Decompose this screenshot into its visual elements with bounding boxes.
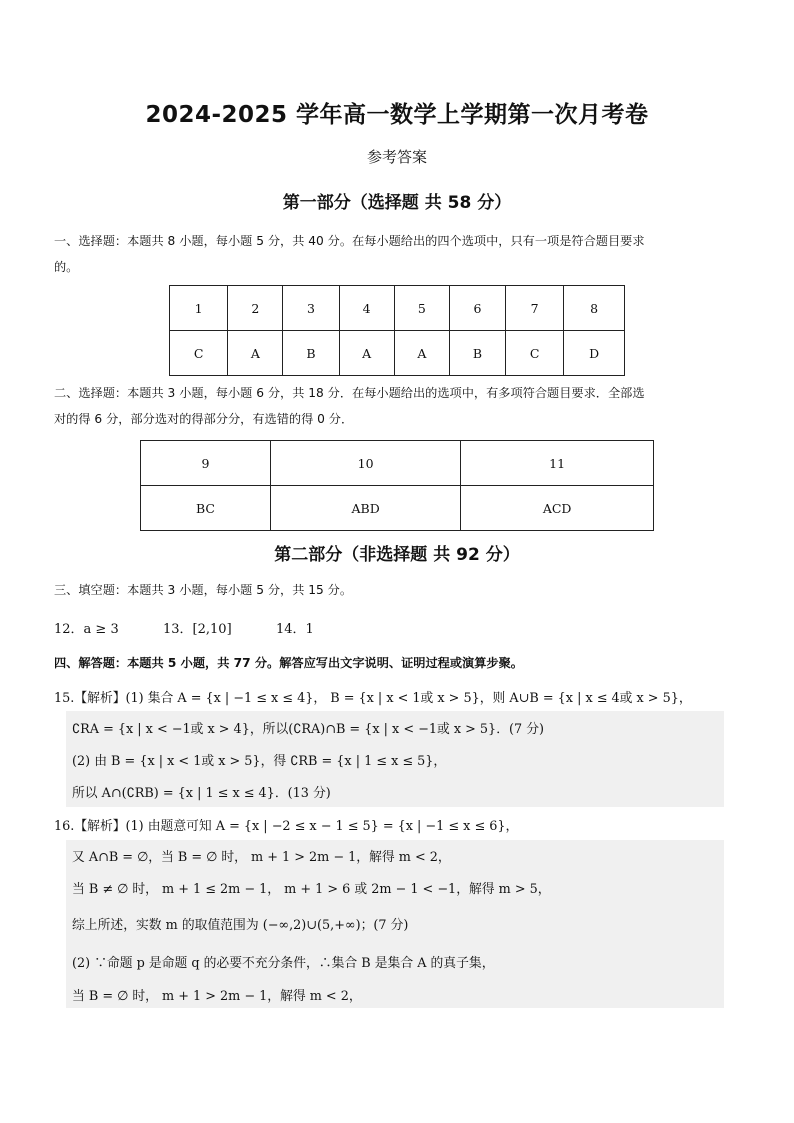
fill-answer-14: 14．1	[275, 622, 314, 637]
section1-number-row	[170, 286, 625, 331]
q16-line: 又 A∩B = ∅，当 B = ∅ 时， m + 1 > 2m − 1，解得 m < 2，	[72, 850, 451, 865]
q16-line: 16.【解析】(1) 由题意可知 A = {x | −2 ≤ x − 1 ≤ 5} = {x | −1 ≤ x ≤ 6}，	[54, 819, 519, 834]
table-cell: 3	[283, 286, 339, 331]
table-cell: B	[449, 331, 505, 376]
fill-answer-12: 12．a ≥ 3	[54, 622, 119, 637]
table-cell: A	[228, 331, 283, 376]
table-cell: 5	[394, 286, 449, 331]
table-cell: A	[394, 331, 449, 376]
table-cell: 4	[339, 286, 394, 331]
part1-title: 第一部分（选择题 共 58 分）	[282, 193, 512, 213]
table-cell: 7	[506, 286, 564, 331]
section1-line1: 一、选择题：本题共 8 小题，每小题 5 分，共 40 分。在每小题给出的四个选项中，只有一项是符合题目要求	[54, 234, 645, 248]
table-cell: B	[283, 331, 339, 376]
table-cell: ABD	[271, 486, 461, 531]
section2-number-row	[141, 441, 654, 486]
section4-instructions: 四、解答题：本题共 5 小题，共 77 分。解答应写出文字说明、证明过程或演算步聚。	[54, 656, 523, 670]
table-cell: 8	[564, 286, 625, 331]
fill-answer-13: 13．[2,10]	[163, 622, 232, 637]
q15-line: 15.【解析】(1) 集合 A = {x | −1 ≤ x ≤ 4}， B = {x | x < 1或 x > 5}，则 A∪B = {x | x ≤ 4或 x > 5}，	[54, 691, 692, 706]
table-cell: C	[506, 331, 564, 376]
q16-line: 当 B ≠ ∅ 时， m + 1 ≤ 2m − 1， m + 1 > 6 或 2m − 1 < −1，解得 m > 5，	[72, 882, 551, 897]
part2-title: 第二部分（非选择题 共 92 分）	[274, 545, 520, 565]
q16-line: 当 B = ∅ 时， m + 1 > 2m − 1，解得 m < 2，	[72, 989, 362, 1004]
q16-line: (2) ∵命题 p 是命题 q 的必要不充分条件，∴集合 B 是集合 A 的真子集，	[72, 956, 495, 971]
table-cell: D	[564, 331, 625, 376]
q15-line: (2) 由 B = {x | x < 1或 x > 5}，得 ∁RB = {x | 1 ≤ x ≤ 5}，	[72, 754, 447, 769]
section1-line2: 的。	[54, 260, 79, 274]
section1-instructions	[54, 228, 744, 280]
table-cell: 10	[271, 441, 461, 486]
fill-answers	[54, 618, 314, 637]
page-title: 2024-2025 学年高一数学上学期第一次月考卷	[145, 102, 649, 128]
section1-answer-row	[170, 331, 625, 376]
table-cell: 1	[170, 286, 228, 331]
section1-answer-table	[169, 285, 625, 376]
section2-line1: 二、选择题：本题共 3 小题，每小题 6 分，共 18 分．在每小题给出的选项中，有多项符合题目要求．全部选	[54, 386, 645, 400]
table-cell: ACD	[461, 486, 654, 531]
section3-instructions: 三、填空题：本题共 3 小题，每小题 5 分，共 15 分。	[54, 583, 353, 597]
table-cell: BC	[141, 486, 271, 531]
table-cell: A	[339, 331, 394, 376]
table-cell: 2	[228, 286, 283, 331]
table-cell: 9	[141, 441, 271, 486]
section2-line2: 对的得 6 分，部分选对的得部分分，有选错的得 0 分．	[54, 412, 354, 426]
q15-line: ∁RA = {x | x < −1或 x > 4}，所以(∁RA)∩B = {x | x < −1或 x > 5}．(7 分)	[72, 722, 544, 737]
section2-answer-row	[141, 486, 654, 531]
table-cell: C	[170, 331, 228, 376]
section2-instructions	[54, 380, 744, 432]
page-subtitle: 参考答案	[366, 148, 427, 166]
section2-answer-table	[140, 440, 654, 531]
q16-line: 综上所述，实数 m 的取值范围为 (−∞,2)∪(5,+∞)；(7 分)	[72, 918, 409, 933]
q15-line: 所以 A∩(∁RB) = {x | 1 ≤ x ≤ 4}．(13 分)	[72, 786, 331, 801]
table-cell: 11	[461, 441, 654, 486]
table-cell: 6	[449, 286, 505, 331]
